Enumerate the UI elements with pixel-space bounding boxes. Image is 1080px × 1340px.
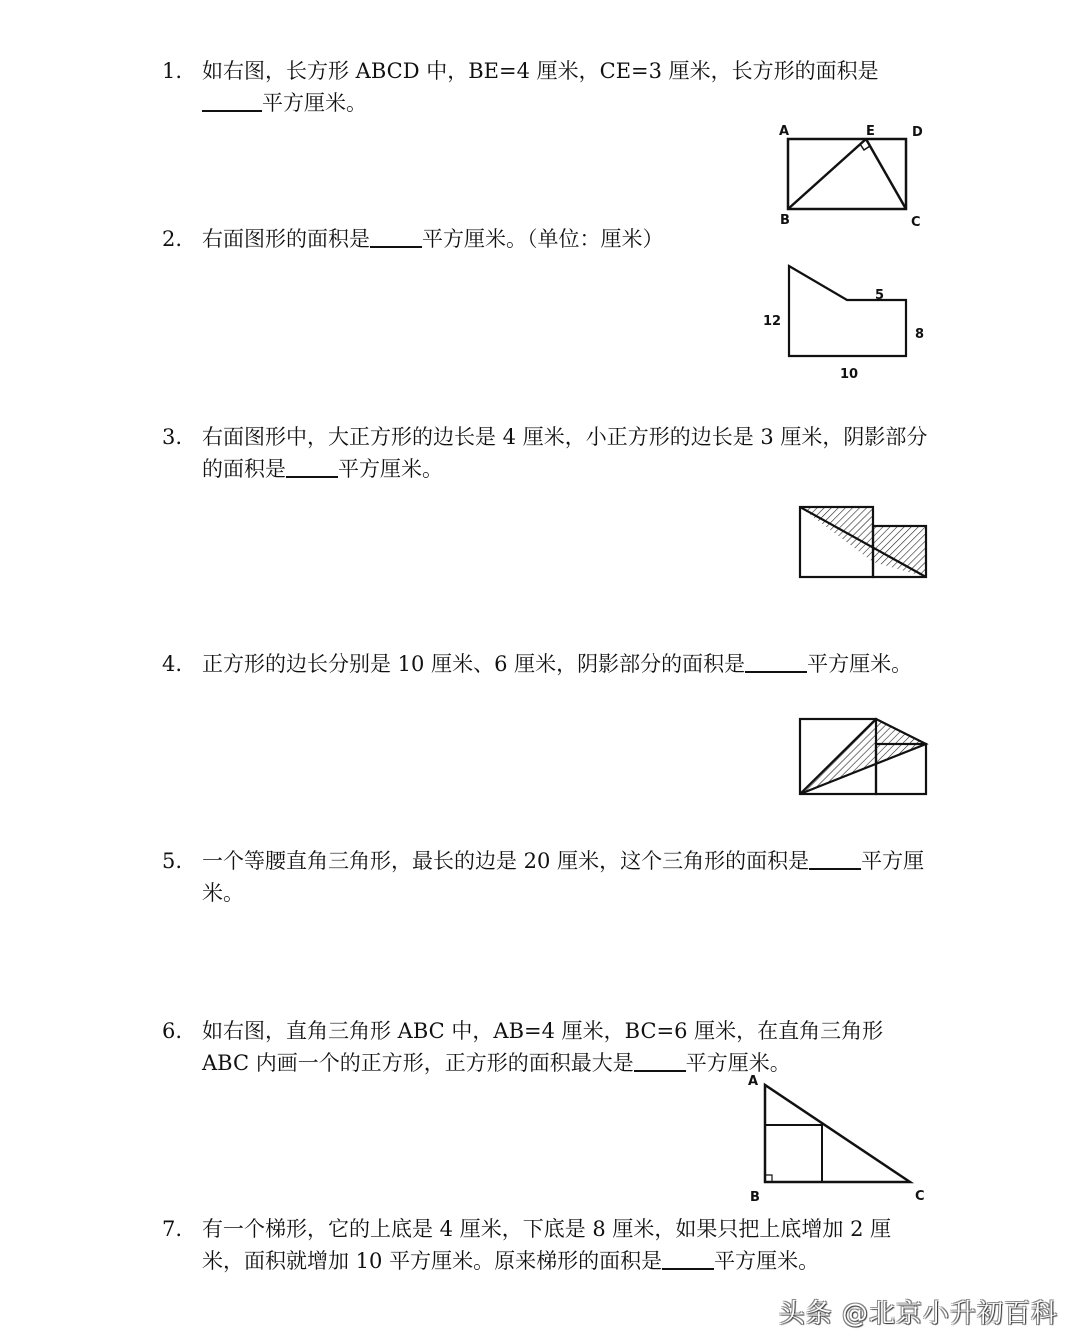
question-text-suffix: 平方厘米。 [262, 91, 367, 115]
question-text: 有一个梯形，它的上底是 4 厘米，下底是 8 厘米，如果只把上底增加 2 厘米，面积就增加 10 平方厘米。原来梯形的面积是 [202, 1217, 892, 1273]
question-text: 右面图形的面积是 [202, 227, 370, 251]
figure-two-squares-shaded [780, 495, 940, 590]
label-b: B [750, 1190, 760, 1205]
answer-blank[interactable] [634, 1050, 686, 1072]
question-text: 一个等腰直角三角形，最长的边是 20 厘米，这个三角形的面积是 [202, 849, 810, 873]
question-1 [160, 55, 930, 119]
answer-blank[interactable] [202, 90, 262, 112]
figure-two-squares-triangle [785, 705, 940, 805]
label-e: E [866, 124, 875, 139]
question-number: 5. [162, 849, 183, 873]
question-text-suffix: 平方厘米。 [202, 849, 925, 905]
question-number: 2. [162, 227, 183, 251]
question-text-suffix: 平方厘米。（单位：厘米） [422, 227, 664, 251]
question-text: 如右图，直角三角形 ABC 中，AB=4 厘米，BC=6 厘米，在直角三角形 ABC 内画一个的正方形，正方形的面积最大是 [202, 1019, 884, 1075]
question-text-suffix: 平方厘米。 [338, 457, 443, 481]
label-b: B [780, 213, 790, 228]
label-c: C [915, 1189, 925, 1204]
label-a: A [779, 124, 790, 139]
label-c: C [911, 215, 921, 230]
question-3 [160, 421, 930, 485]
question-4 [160, 648, 930, 680]
answer-blank[interactable] [809, 848, 861, 870]
label-a: A [748, 1074, 759, 1089]
question-text-suffix: 平方厘米。 [714, 1249, 820, 1273]
answer-blank[interactable] [745, 651, 807, 673]
question-text-suffix: 平方厘米。 [807, 652, 913, 676]
question-number: 6. [162, 1019, 183, 1043]
question-number: 4. [162, 652, 183, 676]
question-5 [160, 845, 930, 909]
label-left: 12 [763, 314, 782, 329]
question-text-suffix: 平方厘米。 [685, 1051, 791, 1075]
watermark: 头条 @北京小升初百科 [778, 1299, 1058, 1329]
answer-blank[interactable] [370, 226, 422, 248]
question-number: 7. [162, 1217, 183, 1241]
question-7 [160, 1213, 930, 1277]
figure-pentagon [750, 255, 940, 390]
question-number: 3. [162, 425, 183, 449]
answer-blank[interactable] [662, 1248, 714, 1270]
figure-rectangle-abcd [770, 120, 940, 235]
label-top: 5 [875, 288, 885, 303]
label-right: 8 [915, 327, 925, 342]
question-number: 1. [162, 59, 183, 83]
question-text: 如右图，长方形 ABCD 中，BE=4 厘米，CE=3 厘米，长方形的面积是 [202, 59, 879, 83]
answer-blank[interactable] [286, 456, 338, 478]
question-text: 正方形的边长分别是 10 厘米、6 厘米，阴影部分的面积是 [202, 652, 746, 676]
figure-right-triangle-abc [735, 1065, 935, 1210]
question-2 [160, 223, 930, 255]
question-text: 右面图形中，大正方形的边长是 4 厘米，小正方形的边长是 3 厘米，阴影部分的面积是 [202, 425, 928, 481]
label-d: D [912, 125, 923, 140]
label-bottom: 10 [840, 367, 859, 382]
